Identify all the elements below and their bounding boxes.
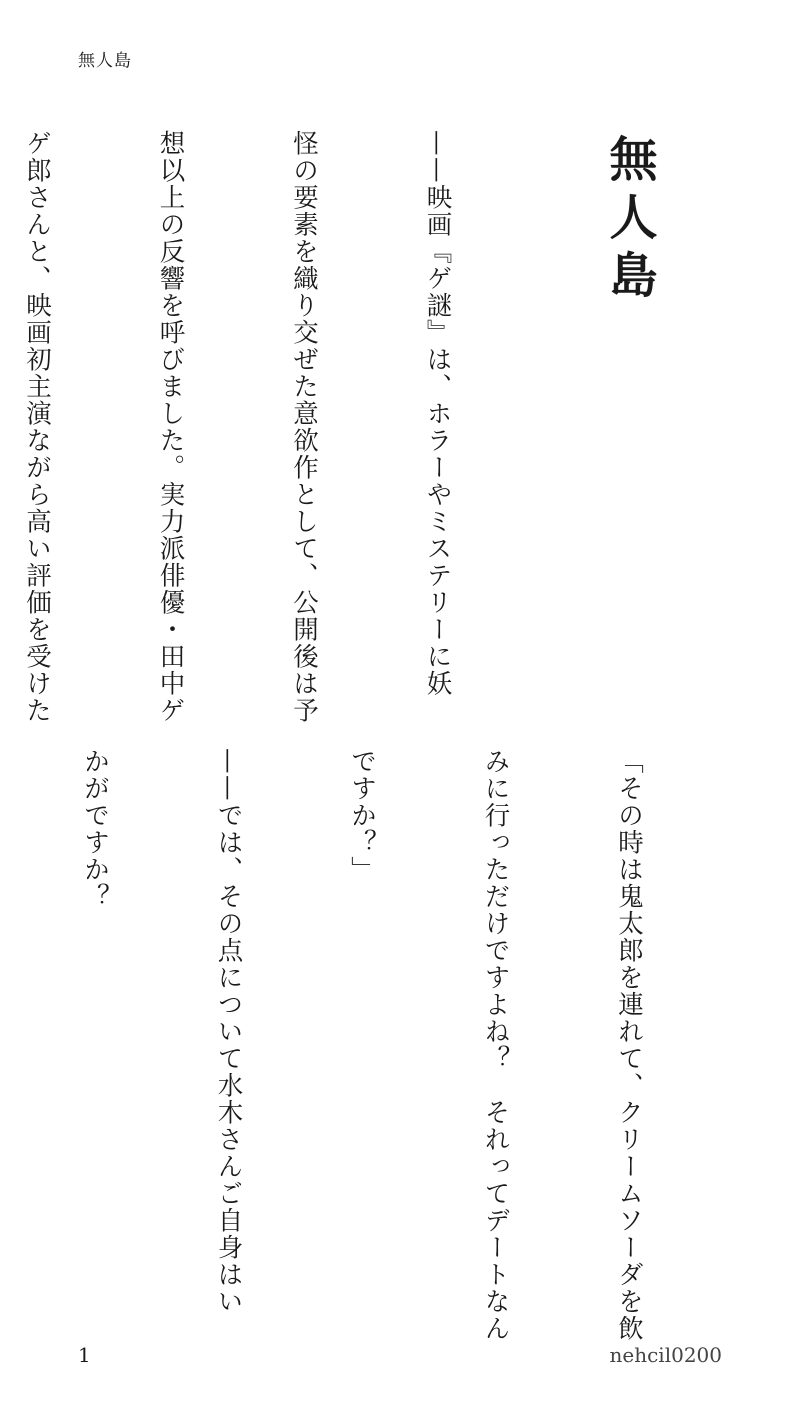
author-handle: nehcil0200 xyxy=(609,1343,722,1367)
upper-text-block xyxy=(0,130,740,724)
lower-text-block xyxy=(0,748,740,1342)
text-column: みに行っただけですよね？ それってデートなん xyxy=(480,748,511,1342)
text-column: ですか？」 xyxy=(347,748,377,883)
running-title: 無人島 xyxy=(78,51,132,71)
text-column: かがですか？ xyxy=(80,748,110,910)
text-column: 「その時は鬼太郎を連れて、クリームソーダを飲 xyxy=(614,748,644,1342)
text-column: ゲ郎さんと、映画初主演ながら高い評価を受けた xyxy=(22,130,52,724)
text-column: 怪の要素を織り交ぜた意欲作として、公開後は予 xyxy=(289,130,319,724)
text-column: 想以上の反響を呼びました。実力派俳優・田中ゲ xyxy=(155,130,186,724)
text-column: ——では、その点について水木さんご自身はい xyxy=(213,748,244,1315)
text-column: ——映画『ゲ謎』は、ホラーやミステリーに妖 xyxy=(422,130,453,697)
article-title: 無人島 xyxy=(601,134,657,308)
page-number: 1 xyxy=(78,1343,91,1367)
